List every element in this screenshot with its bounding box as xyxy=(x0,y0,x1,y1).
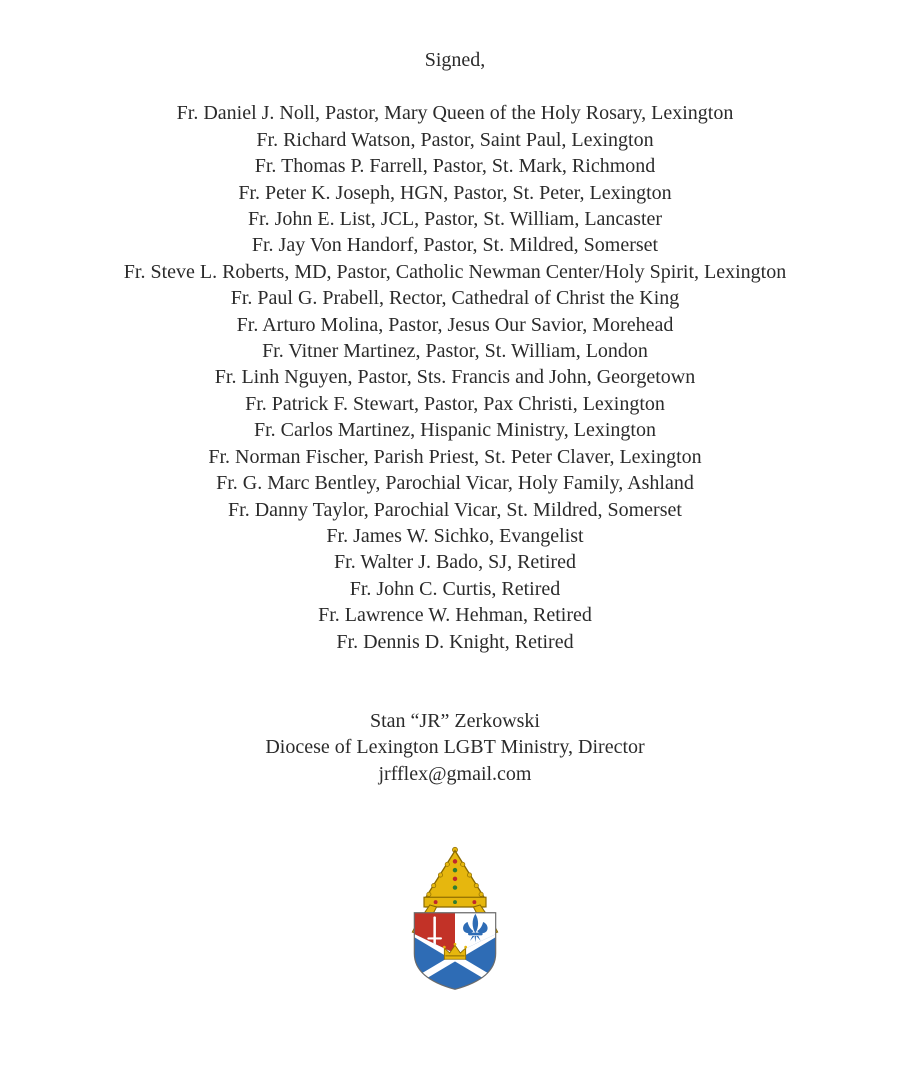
signatory-line: Fr. John C. Curtis, Retired xyxy=(349,577,561,600)
signatory-line: Fr. Thomas P. Farrell, Pastor, St. Mark, Richmond xyxy=(254,155,656,178)
signatory-line: Fr. Lawrence W. Hehman, Retired xyxy=(318,604,592,627)
signatory-line: Fr. John E. List, JCL, Pastor, St. William, Lancaster xyxy=(247,208,663,231)
contact-title: Diocese of Lexington LGBT Ministry, Director xyxy=(265,736,645,759)
signatory-list xyxy=(0,100,910,655)
signatory-line: Fr. Vitner Martinez, Pastor, St. William, London xyxy=(262,340,648,363)
signatory-line: Fr. Daniel J. Noll, Pastor, Mary Queen of the Holy Rosary, Lexington xyxy=(176,102,734,125)
signatory-line: Fr. James W. Sichko, Evangelist xyxy=(326,524,584,547)
signatory-line: Fr. Danny Taylor, Parochial Vicar, St. Mildred, Somerset xyxy=(228,498,682,521)
signatory-line: Fr. Jay Von Handorf, Pastor, St. Mildred, Somerset xyxy=(251,234,659,257)
signatory-line: Fr. G. Marc Bentley, Parochial Vicar, Holy Family, Ashland xyxy=(216,472,694,495)
signatory-line: Fr. Linh Nguyen, Pastor, Sts. Francis and John, Georgetown xyxy=(214,366,696,389)
signatory-line: Fr. Paul G. Prabell, Rector, Cathedral of Christ the King xyxy=(230,287,680,310)
shield-icon xyxy=(410,909,499,998)
diocese-crest xyxy=(0,843,910,998)
contact-name: Stan “JR” Zerkowski xyxy=(370,709,540,732)
contact-email: jrfflex@gmail.com xyxy=(378,762,532,785)
signatory-line: Fr. Peter K. Joseph, HGN, Pastor, St. Peter, Lexington xyxy=(238,181,672,204)
contact-block xyxy=(0,708,910,787)
signatory-line: Fr. Carlos Martinez, Hispanic Ministry, Lexington xyxy=(254,419,656,442)
signatory-line: Fr. Arturo Molina, Pastor, Jesus Our Savior, Morehead xyxy=(236,313,674,336)
signatory-line: Fr. Dennis D. Knight, Retired xyxy=(336,630,574,653)
signatory-line: Fr. Walter J. Bado, SJ, Retired xyxy=(334,551,576,574)
salutation: Signed, xyxy=(424,49,486,71)
signatory-line: Fr. Patrick F. Stewart, Pastor, Pax Christi, Lexington xyxy=(245,392,665,415)
signatory-line: Fr. Steve L. Roberts, MD, Pastor, Catholic Newman Center/Holy Spirit, Lexington xyxy=(123,260,787,283)
signatory-line: Fr. Norman Fischer, Parish Priest, St. Peter Claver, Lexington xyxy=(208,445,702,468)
signatory-line: Fr. Richard Watson, Pastor, Saint Paul, Lexington xyxy=(256,128,654,151)
mitre-icon xyxy=(424,847,486,907)
coat-of-arms-icon xyxy=(391,843,519,998)
